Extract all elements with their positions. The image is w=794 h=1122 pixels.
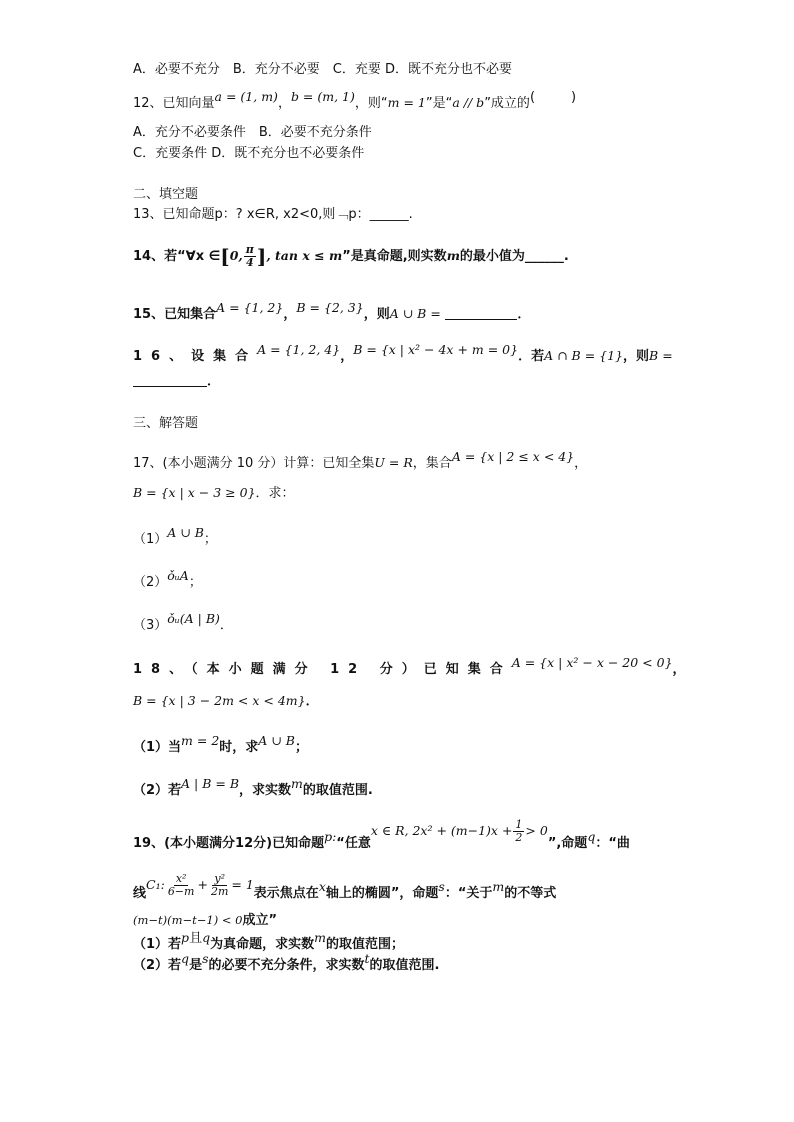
q17-set-b-line <box>133 484 295 503</box>
q17-p1-label: （1） <box>133 532 168 547</box>
q19-p2-s: s <box>202 951 209 966</box>
pi-over-4-fraction <box>244 244 256 269</box>
q17-p1-expr: A ∪ B <box>167 525 204 540</box>
ellipse-equation <box>146 872 254 898</box>
bracket-left: [ <box>220 244 230 269</box>
q18-p1-expr: A ∪ B <box>258 733 295 748</box>
fraction-numerator: 1 <box>515 818 523 831</box>
q19-line2-d: ：“关于 <box>444 886 493 901</box>
q15-set-b: B = {2, 3} <box>296 300 364 315</box>
q19-part-1 <box>133 930 404 954</box>
q19-inequality: (m−t)(m−t−1) < 0 <box>133 913 243 927</box>
q19-p1-and: 且 <box>189 931 203 946</box>
question-19 <box>133 818 630 856</box>
q16-comma: ， <box>340 349 354 364</box>
q17-p2-end: ； <box>188 575 202 590</box>
q19-line-3 <box>133 911 277 930</box>
q17-p3-label: （3） <box>133 618 168 633</box>
q18-set-b: B = {x | 3 − 2m < x < 4m} <box>133 693 306 708</box>
q19-line2-e: 的不等式 <box>504 886 557 901</box>
ellipse-c1-label: C₁: <box>146 877 165 892</box>
question-11-options <box>133 61 512 79</box>
q19-p-expr-a: x ∈ R, 2x² + (m−1)x + <box>370 823 513 838</box>
answer-paren-open: ( <box>529 90 536 105</box>
q15-suffix: ． <box>517 307 531 322</box>
fraction-numerator: x² <box>175 872 187 885</box>
q18-p2-cond: A | B = B <box>181 776 240 791</box>
q16-then: ，则 <box>623 349 650 364</box>
vector-b-expr: b = (m, 1) <box>290 89 355 104</box>
x-squared-fraction <box>166 873 197 898</box>
q19-p1-a: （1）若 <box>133 937 182 952</box>
q16-b-expr: B = <box>649 348 673 363</box>
q14-prefix: 14、若“∀x ∈ <box>133 249 221 264</box>
q18-p1-cond: m = 2 <box>181 733 220 748</box>
y-squared-fraction <box>209 873 230 898</box>
q14-interval-left: 0, <box>229 248 243 263</box>
q17-part-3 <box>133 611 233 635</box>
fraction-numerator: π <box>245 243 254 256</box>
fraction-denominator: 6−m <box>167 885 195 898</box>
q19-line2-b: 表示焦点在 <box>253 886 319 901</box>
q12-options-1: A．充分不必要条件 B．必要不充分条件 <box>133 125 372 140</box>
q19-p2-b: 是 <box>189 958 203 973</box>
q16-end: ． <box>207 374 221 389</box>
q17-universe: U = R <box>374 455 413 470</box>
question-15 <box>133 300 531 324</box>
q19-q-intro: ：“曲 <box>595 836 630 851</box>
vector-a-expr: a = (1, m) <box>214 89 278 104</box>
q19-line2-c: 轴上的椭圆”，命题 <box>325 886 439 901</box>
q19-m-var: m <box>492 879 505 894</box>
q15-mid: ，则 <box>363 307 390 322</box>
section-2-heading <box>133 186 198 204</box>
q19-line2-a: 线 <box>133 886 147 901</box>
q11-options-text: A．必要不充分 B．充分不必要 C．充要 D．既不充分也不必要 <box>133 62 513 77</box>
q17-part-1 <box>133 525 217 549</box>
q12-is: ”是“ <box>425 96 453 111</box>
q19-p2-c: 的必要不充分条件，求实数 <box>208 958 365 973</box>
plus-sign: + <box>197 877 208 892</box>
q17-p2-label: （2） <box>133 575 168 590</box>
q16-mid: ．若 <box>518 349 545 364</box>
q16-answer-line <box>133 373 220 391</box>
q18-part-1 <box>133 733 308 757</box>
question-13 <box>133 206 413 224</box>
q19-p1-c: 的取值范围； <box>325 937 404 952</box>
q12-parallel-expr: a // b <box>452 95 485 110</box>
q18-p2-end: 的取值范围. <box>302 783 373 798</box>
q18-end: ． <box>305 694 319 709</box>
q18-p1-mid: 时，求 <box>219 740 259 755</box>
question-17 <box>133 449 588 473</box>
q17-p1-end: ； <box>203 532 217 547</box>
q19-q-var: q <box>587 829 596 844</box>
q17-mid: ，集合 <box>412 456 452 471</box>
answer-blank <box>445 319 517 320</box>
section-3-title: 三、解答题 <box>133 416 199 431</box>
q16-set-b: B = {x | x² − 4x + m = 0} <box>353 342 519 357</box>
q18-prefix: 18、（本小题满分 12 分）已知集合 <box>133 662 512 677</box>
q12-options-line-1 <box>133 124 372 142</box>
fraction-denominator: 4 <box>246 256 254 269</box>
question-14 <box>133 244 569 269</box>
q17-part-2 <box>133 568 202 592</box>
q17-comma: ， <box>574 456 588 471</box>
q19-prefix: 19、(本小题满分12分)已知命题 <box>133 836 325 851</box>
q14-var: m <box>446 248 460 263</box>
q18-set-b-line <box>133 692 319 711</box>
section-2-title: 二、填空题 <box>133 187 199 202</box>
bracket-right: ] <box>256 244 267 269</box>
q18-p2-mid: ，求实数 <box>239 783 292 798</box>
one-half-fraction <box>513 819 524 844</box>
q19-p1-b: 为真命题，求实数 <box>210 937 315 952</box>
question-18 <box>133 655 686 679</box>
q19-p-expr-b: > 0 <box>525 823 548 838</box>
q19-p1-p: p <box>181 930 190 945</box>
q12-mid: ，则“ <box>354 96 388 111</box>
q16-prefix: 16、设集合 <box>133 349 258 364</box>
q15-comma: ， <box>283 307 297 322</box>
q19-p-var: p: <box>324 829 337 844</box>
fraction-numerator: y² <box>214 872 225 885</box>
q18-p1-label: （1）当 <box>133 740 182 755</box>
q19-p-expr <box>370 818 548 844</box>
q17-p3-expr: ǒᵤ(A | B) <box>167 611 220 626</box>
q17-set-b: B = {x | x − 3 ≥ 0} <box>133 485 256 500</box>
q19-line-2 <box>133 872 557 906</box>
q17-set-a: A = {x | 2 ≤ x < 4} <box>451 449 575 464</box>
q19-part-2 <box>133 951 440 975</box>
q19-p2-a: （2）若 <box>133 958 182 973</box>
fraction-denominator: 2m <box>210 885 229 898</box>
answer-blank <box>133 386 207 387</box>
q18-part-2 <box>133 776 373 800</box>
q19-line3-tail: 成立” <box>242 913 278 928</box>
q18-set-a: A = {x | x² − x − 20 < 0} <box>511 655 673 670</box>
question-16 <box>133 342 673 366</box>
q15-union-expr: A ∪ B = <box>389 306 441 321</box>
q19-x-var: x <box>318 879 326 894</box>
q19-p1-m: m <box>314 930 326 945</box>
q12-options-line-2 <box>133 145 364 163</box>
q12-tail: ”成立的 <box>484 96 530 111</box>
q13-text: 13、已知命题p：? x∈R, x2<0,则﹁p：______. <box>133 207 413 222</box>
q16-set-a: A = {1, 2, 4} <box>257 342 341 357</box>
q19-p2-t: t <box>364 951 370 966</box>
q18-p2-label: （2）若 <box>133 783 182 798</box>
q14-suffix: 的最小值为______. <box>459 249 569 264</box>
q16-condition: A ∩ B = {1} <box>544 348 624 363</box>
q15-prefix: 15、已知集合 <box>133 307 217 322</box>
answer-paren-close: ) <box>571 90 577 105</box>
q17-p3-end: ． <box>219 618 233 633</box>
q17-prefix: 17、(本小题满分 10 分）计算：已知全集 <box>133 456 375 471</box>
q19-p2-q: q <box>181 951 190 966</box>
q18-p1-end: ； <box>294 740 308 755</box>
q19-quote1: “任意 <box>336 836 371 851</box>
q19-p1-q: q <box>202 930 211 945</box>
q12-options-2: C．充要条件 D．既不充分也不必要条件 <box>133 146 365 161</box>
q12-condition: m = 1 <box>387 95 426 110</box>
q18-comma: ， <box>672 662 686 677</box>
q19-p2-d: 的取值范围. <box>369 958 440 973</box>
q17-ask: ．求： <box>255 486 295 501</box>
ellipse-equals-one: = 1 <box>231 877 254 892</box>
q17-p2-expr: ǒᵤA <box>167 568 189 583</box>
q18-p2-var: m <box>291 776 303 791</box>
fraction-denominator: 2 <box>515 831 523 844</box>
q19-s-var: s <box>438 879 445 894</box>
q12-comma: ， <box>277 96 291 111</box>
q14-tan-expr: , tan x ≤ m <box>266 248 343 263</box>
q12-prefix: 12、已知向量 <box>133 96 215 111</box>
question-12 <box>133 89 577 113</box>
section-3-heading <box>133 415 198 433</box>
q15-set-a: A = {1, 2} <box>216 300 284 315</box>
q14-mid: ”是真命题,则实数 <box>342 249 447 264</box>
q19-after-p: ”,命题 <box>547 836 588 851</box>
